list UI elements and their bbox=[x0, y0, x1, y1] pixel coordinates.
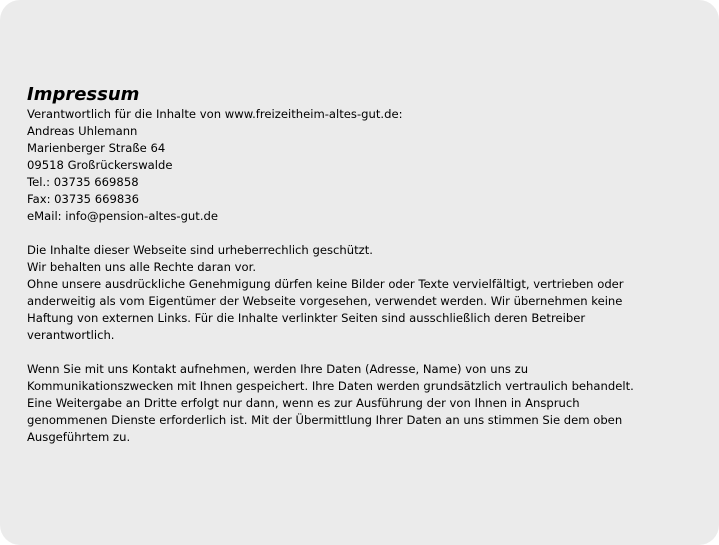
responsible-intro: Verantwortlich für die Inhalte von www.freizeitheim-altes-gut.de: bbox=[27, 107, 403, 121]
copyright-line-1: Die Inhalte dieser Webseite sind urheberrechlich geschützt. bbox=[27, 243, 373, 257]
copyright-block bbox=[27, 242, 647, 344]
spacer bbox=[27, 225, 647, 242]
spacer bbox=[27, 344, 647, 361]
privacy-line-1: Wenn Sie mit uns Kontakt aufnehmen, werden Ihre Daten (Adresse, Name) von uns zu bbox=[27, 362, 529, 376]
copyright-line-6: verantwortlich. bbox=[27, 328, 115, 342]
contact-block bbox=[27, 106, 647, 225]
copyright-line-5: Haftung von externen Links. Für die Inhalte verlinkter Seiten sind ausschließlich deren Betreiber bbox=[27, 311, 586, 325]
contact-email: eMail: info@pension-altes-gut.de bbox=[27, 209, 218, 223]
contact-phone: Tel.: 03735 669858 bbox=[27, 175, 139, 189]
privacy-line-3: Eine Weitergabe an Dritte erfolgt nur dann, wenn es zur Ausführung der von Ihnen in Anspruch bbox=[27, 396, 580, 410]
page-title: Impressum bbox=[27, 84, 140, 105]
privacy-line-4: genommenen Dienste erforderlich ist. Mit der Übermittlung Ihrer Daten an uns stimmen Sie dem oben bbox=[27, 413, 623, 427]
privacy-block bbox=[27, 361, 647, 446]
copyright-line-4: anderweitig als vom Eigentümer der Webseite vorgesehen, verwendet werden. Wir übernehmen keine bbox=[27, 294, 623, 308]
copyright-line-3: Ohne unsere ausdrückliche Genehmigung dürfen keine Bilder oder Texte vervielfältigt, vertrieben oder bbox=[27, 277, 624, 291]
contact-street: Marienberger Straße 64 bbox=[27, 141, 166, 155]
contact-city: 09518 Großrückerswalde bbox=[27, 158, 173, 172]
contact-name: Andreas Uhlemann bbox=[27, 124, 138, 138]
privacy-line-5: Ausgeführtem zu. bbox=[27, 430, 131, 444]
contact-fax: Fax: 03735 669836 bbox=[27, 192, 139, 206]
privacy-line-2: Kommunikationszwecken mit Ihnen gespeichert. Ihre Daten werden grundsätzlich vertraulich behandelt. bbox=[27, 379, 634, 393]
impressum-content bbox=[27, 84, 647, 446]
copyright-line-2: Wir behalten uns alle Rechte daran vor. bbox=[27, 260, 257, 274]
